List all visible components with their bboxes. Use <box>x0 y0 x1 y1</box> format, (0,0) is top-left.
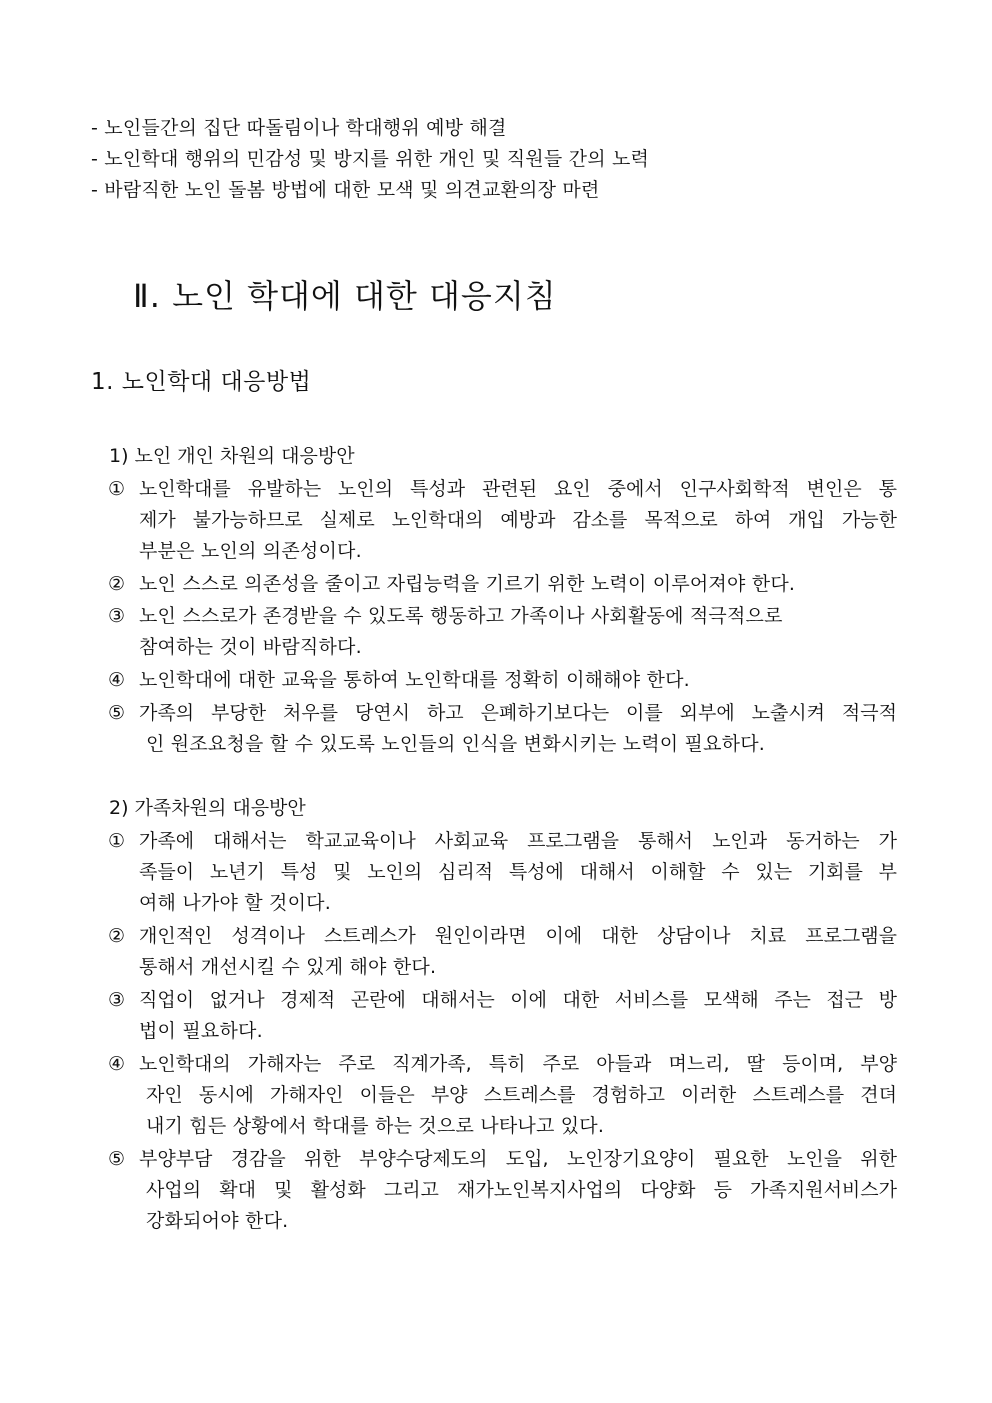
intro-bullet: - 노인학대 행위의 민감성 및 방지를 위한 개인 및 직원들 간의 노력 <box>91 148 650 170</box>
item-marker: ④ <box>108 1053 126 1075</box>
item-line: 노인학대에 대한 교육을 통하여 노인학대를 정확히 이해해야 한다. <box>139 669 690 691</box>
intro-bullet: - 바람직한 노인 돌봄 방법에 대한 모색 및 의견교환의장 마련 <box>91 179 600 201</box>
item-line: 가족의 부당한 처우를 당연시 하고 은폐하기보다는 이를 외부에 노출시켜 적극적 <box>139 702 897 724</box>
item-line: 사업의 확대 및 활성화 그리고 재가노인복지사업의 다양화 등 가족지원서비스가 <box>146 1179 897 1201</box>
subsection-title: 1) 노인 개인 차원의 대응방안 <box>109 445 355 467</box>
item-line: 참여하는 것이 바람직하다. <box>139 636 362 658</box>
item-line: 직업이 없거나 경제적 곤란에 대해서는 이에 대한 서비스를 모색해 주는 접근 방 <box>139 989 897 1011</box>
item-line: 자인 동시에 가해자인 이들은 부양 스트레스를 경험하고 이러한 스트레스를 견뎌 <box>146 1084 897 1106</box>
item-line: 노인학대를 유발하는 노인의 특성과 관련된 요인 중에서 인구사회학적 변인은 통 <box>139 478 897 500</box>
item-line: 족들이 노년기 특성 및 노인의 심리적 특성에 대해서 이해할 수 있는 기회를 부 <box>139 861 897 883</box>
item-marker: ③ <box>108 989 126 1011</box>
item-line: 가족에 대해서는 학교교육이나 사회교육 프로그램을 통해서 노인과 동거하는 가 <box>139 830 897 852</box>
item-line: 부양부담 경감을 위한 부양수당제도의 도입, 노인장기요양이 필요한 노인을 위한 <box>139 1148 897 1170</box>
item-line: 노인 스스로가 존경받을 수 있도록 행동하고 가족이나 사회활동에 적극적으로 <box>139 605 783 627</box>
intro-bullet: - 노인들간의 집단 따돌림이나 학대행위 예방 해결 <box>91 117 507 139</box>
item-line: 노인학대의 가해자는 주로 직계가족, 특히 주로 아들과 며느리, 딸 등이며, 부양 <box>139 1053 897 1075</box>
subsection-title: 2) 가족차원의 대응방안 <box>109 797 306 819</box>
item-marker: ⑤ <box>108 702 126 724</box>
item-line: 여해 나가야 할 것이다. <box>139 892 331 914</box>
item-line: 법이 필요하다. <box>139 1020 263 1042</box>
item-line: 노인 스스로 의존성을 줄이고 자립능력을 기르기 위한 노력이 이루어져야 한다. <box>139 573 796 595</box>
item-marker: ① <box>108 478 126 500</box>
item-marker: ③ <box>108 605 126 627</box>
item-line: 내기 힘든 상황에서 학대를 하는 것으로 나타나고 있다. <box>146 1115 605 1137</box>
item-marker: ⑤ <box>108 1148 126 1170</box>
item-line: 인 원조요청을 할 수 있도록 노인들의 인식을 변화시키는 노력이 필요하다. <box>146 733 766 755</box>
item-marker: ④ <box>108 669 126 691</box>
item-line: 개인적인 성격이나 스트레스가 원인이라면 이에 대한 상담이나 치료 프로그램을 <box>139 925 897 947</box>
section-title: 1. 노인학대 대응방법 <box>91 369 312 395</box>
item-line: 부분은 노인의 의존성이다. <box>139 540 362 562</box>
chapter-title: Ⅱ. 노인 학대에 대한 대응지침 <box>133 277 557 315</box>
item-line: 통해서 개선시킬 수 있게 해야 한다. <box>139 956 437 978</box>
item-marker: ② <box>108 925 126 947</box>
item-line: 제가 불가능하므로 실제로 노인학대의 예방과 감소를 목적으로 하여 개입 가능한 <box>139 509 897 531</box>
item-marker: ② <box>108 573 126 595</box>
item-line: 강화되어야 한다. <box>146 1210 289 1232</box>
item-marker: ① <box>108 830 126 852</box>
